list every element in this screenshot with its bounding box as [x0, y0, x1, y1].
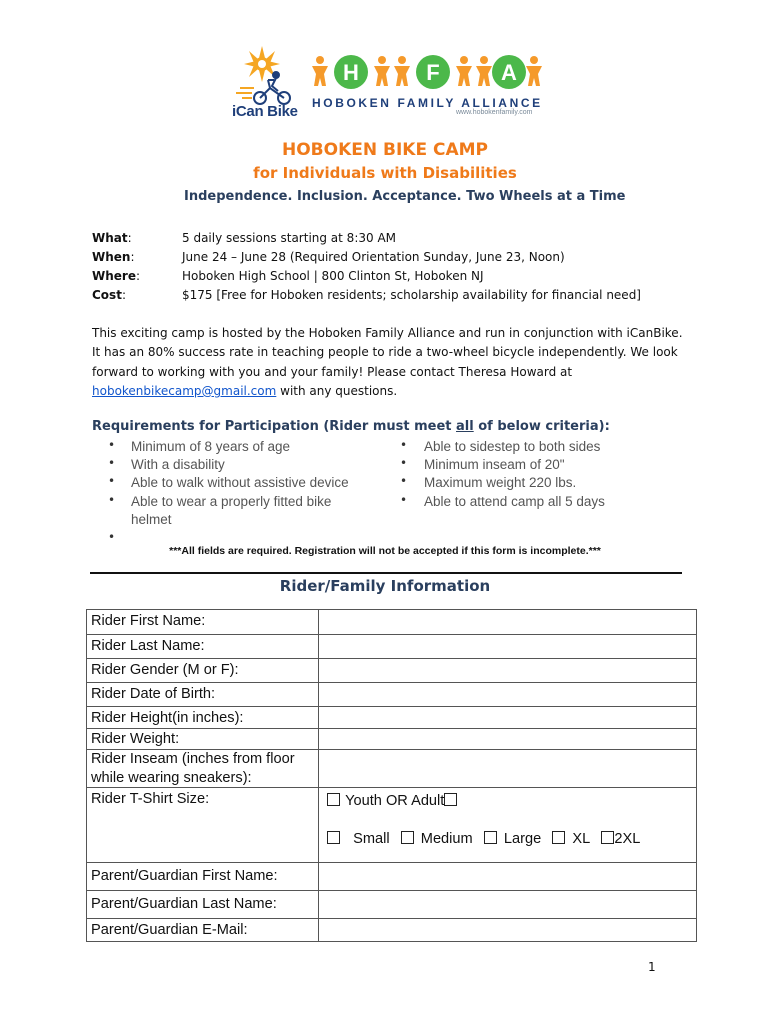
- size-2xl-checkbox[interactable]: [601, 831, 614, 844]
- bullet-icon: •: [400, 474, 408, 488]
- contact-email-link[interactable]: hobokenbikecamp@gmail.com: [92, 383, 277, 398]
- bullet-icon: •: [108, 493, 116, 507]
- form-row-rider-last-name: [87, 635, 696, 659]
- hfa-logo: [312, 44, 542, 102]
- field-label: Rider Inseam (inches from floor while wearing sneakers):: [91, 751, 295, 786]
- bullet-icon: •: [400, 438, 408, 452]
- field-label: Rider Date of Birth:: [91, 686, 216, 702]
- requirement-item: Able to attend camp all 5 days: [424, 494, 605, 509]
- adult-checkbox[interactable]: [444, 793, 457, 806]
- intro-paragraph: This exciting camp is hosted by the Hoboken Family Alliance and run in conjunction with iCanBike. It has an 80% success rate in teaching people to ride a two-wheel bicycle independently. We look forward to working with you and your family! Please contact Theresa Howard at hobokenbikecamp@gmail.com with any questions.: [92, 326, 683, 398]
- rider-family-form: [86, 609, 697, 942]
- rider-weight-input[interactable]: [318, 729, 696, 749]
- requirement-item: With a disability: [131, 457, 225, 472]
- form-row-rider-weight: [87, 729, 696, 750]
- tagline: Independence. Inclusion. Acceptance. Two Wheels at a Time: [184, 189, 626, 204]
- form-row-rider-height: [87, 707, 696, 729]
- rider-tshirt-options: [318, 788, 696, 862]
- field-label: Parent/Guardian First Name:: [91, 868, 278, 884]
- field-label: Rider Last Name:: [91, 638, 205, 654]
- rider-inseam-input[interactable]: [318, 750, 696, 787]
- size-medium-label: Medium: [420, 831, 473, 847]
- requirement-item: Able to walk without assistive device: [131, 475, 349, 490]
- page-title: HOBOKEN BIKE CAMP: [281, 140, 489, 160]
- bullet-icon: •: [108, 474, 116, 488]
- bullet-icon: •: [400, 456, 408, 470]
- bullet-icon: •: [108, 456, 116, 470]
- hfa-letter-f: F: [426, 60, 440, 85]
- requirement-item: Minimum of 8 years of age: [131, 439, 291, 454]
- form-row-rider-inseam: [87, 750, 696, 788]
- requirement-item: Minimum inseam of 20": [424, 457, 565, 472]
- section-title: Rider/Family Information: [279, 577, 491, 595]
- youth-adult-checkbox[interactable]: [327, 793, 340, 806]
- size-xl-label: XL: [572, 831, 591, 847]
- required-notice: ***All fields are required. Registration will not be accepted if this form is incomplete.***: [169, 545, 601, 557]
- bullet-icon: •: [400, 493, 408, 507]
- detail-value-what: 5 daily sessions starting at 8:30 AM: [182, 231, 397, 245]
- parent-first-name-input[interactable]: [318, 863, 696, 890]
- hfa-letter-a: A: [501, 60, 517, 85]
- rider-dob-input[interactable]: [318, 683, 696, 706]
- rider-gender-input[interactable]: [318, 659, 696, 682]
- detail-value-where: Hoboken High School | 800 Clinton St, Hoboken NJ: [182, 269, 484, 283]
- page-subtitle: for Individuals with Disabilities: [253, 164, 517, 182]
- detail-label-where: Where:: [92, 269, 141, 283]
- field-label: Rider First Name:: [91, 613, 206, 629]
- field-label: Parent/Guardian E-Mail:: [91, 922, 248, 938]
- hfa-name: HOBOKEN FAMILY ALLIANCE: [312, 96, 543, 110]
- size-medium-checkbox[interactable]: [401, 831, 414, 844]
- size-small-label: Small: [353, 831, 390, 847]
- bullet-icon: •: [108, 530, 116, 544]
- detail-label-when: When:: [92, 250, 135, 264]
- field-label: Rider Gender (M or F):: [91, 662, 239, 678]
- detail-value-cost: $175 [Free for Hoboken residents; scholarship availability for financial need]: [182, 288, 641, 302]
- requirements-heading: Requirements for Participation (Rider must meet all of below criteria):: [92, 419, 610, 434]
- size-xl-checkbox[interactable]: [552, 831, 565, 844]
- requirement-item: Able to wear a properly fitted bike helmet: [131, 494, 332, 527]
- page-number: 1: [648, 960, 656, 974]
- form-row-rider-first-name: [87, 610, 696, 635]
- parent-last-name-input[interactable]: [318, 891, 696, 918]
- requirement-item: Maximum weight 220 lbs.: [424, 475, 577, 490]
- detail-label-what: What:: [92, 231, 132, 245]
- form-row-parent-last-name: [87, 891, 696, 919]
- size-small-checkbox[interactable]: [327, 831, 340, 844]
- form-row-rider-tshirt: [87, 788, 696, 863]
- section-divider: [90, 572, 682, 574]
- tshirt-type-label: Youth OR Adult: [345, 793, 445, 809]
- size-2xl-label: 2XL: [614, 831, 641, 847]
- rider-height-input[interactable]: [318, 707, 696, 728]
- icanbike-wordmark: iCan Bike: [232, 103, 298, 120]
- detail-label-cost: Cost:: [92, 288, 126, 302]
- hfa-letter-h: H: [343, 60, 359, 85]
- rider-last-name-input[interactable]: [318, 635, 696, 658]
- field-label: Rider Weight:: [91, 731, 180, 747]
- form-row-parent-first-name: [87, 863, 696, 891]
- form-row-rider-gender: [87, 659, 696, 683]
- form-row-parent-email: [87, 919, 696, 942]
- size-large-label: Large: [503, 831, 542, 847]
- parent-email-input[interactable]: [318, 919, 696, 942]
- hfa-url: www.hobokenfamily.com: [456, 109, 533, 116]
- requirement-item: Able to sidestep to both sides: [424, 439, 601, 454]
- rider-first-name-input[interactable]: [318, 610, 696, 634]
- detail-value-when: June 24 – June 28 (Required Orientation Sunday, June 23, Noon): [182, 250, 565, 264]
- size-large-checkbox[interactable]: [484, 831, 497, 844]
- field-label: Rider T-Shirt Size:: [91, 791, 210, 807]
- form-row-rider-dob: [87, 683, 696, 707]
- field-label: Parent/Guardian Last Name:: [91, 896, 277, 912]
- bullet-icon: •: [108, 438, 116, 452]
- field-label: Rider Height(in inches):: [91, 710, 244, 726]
